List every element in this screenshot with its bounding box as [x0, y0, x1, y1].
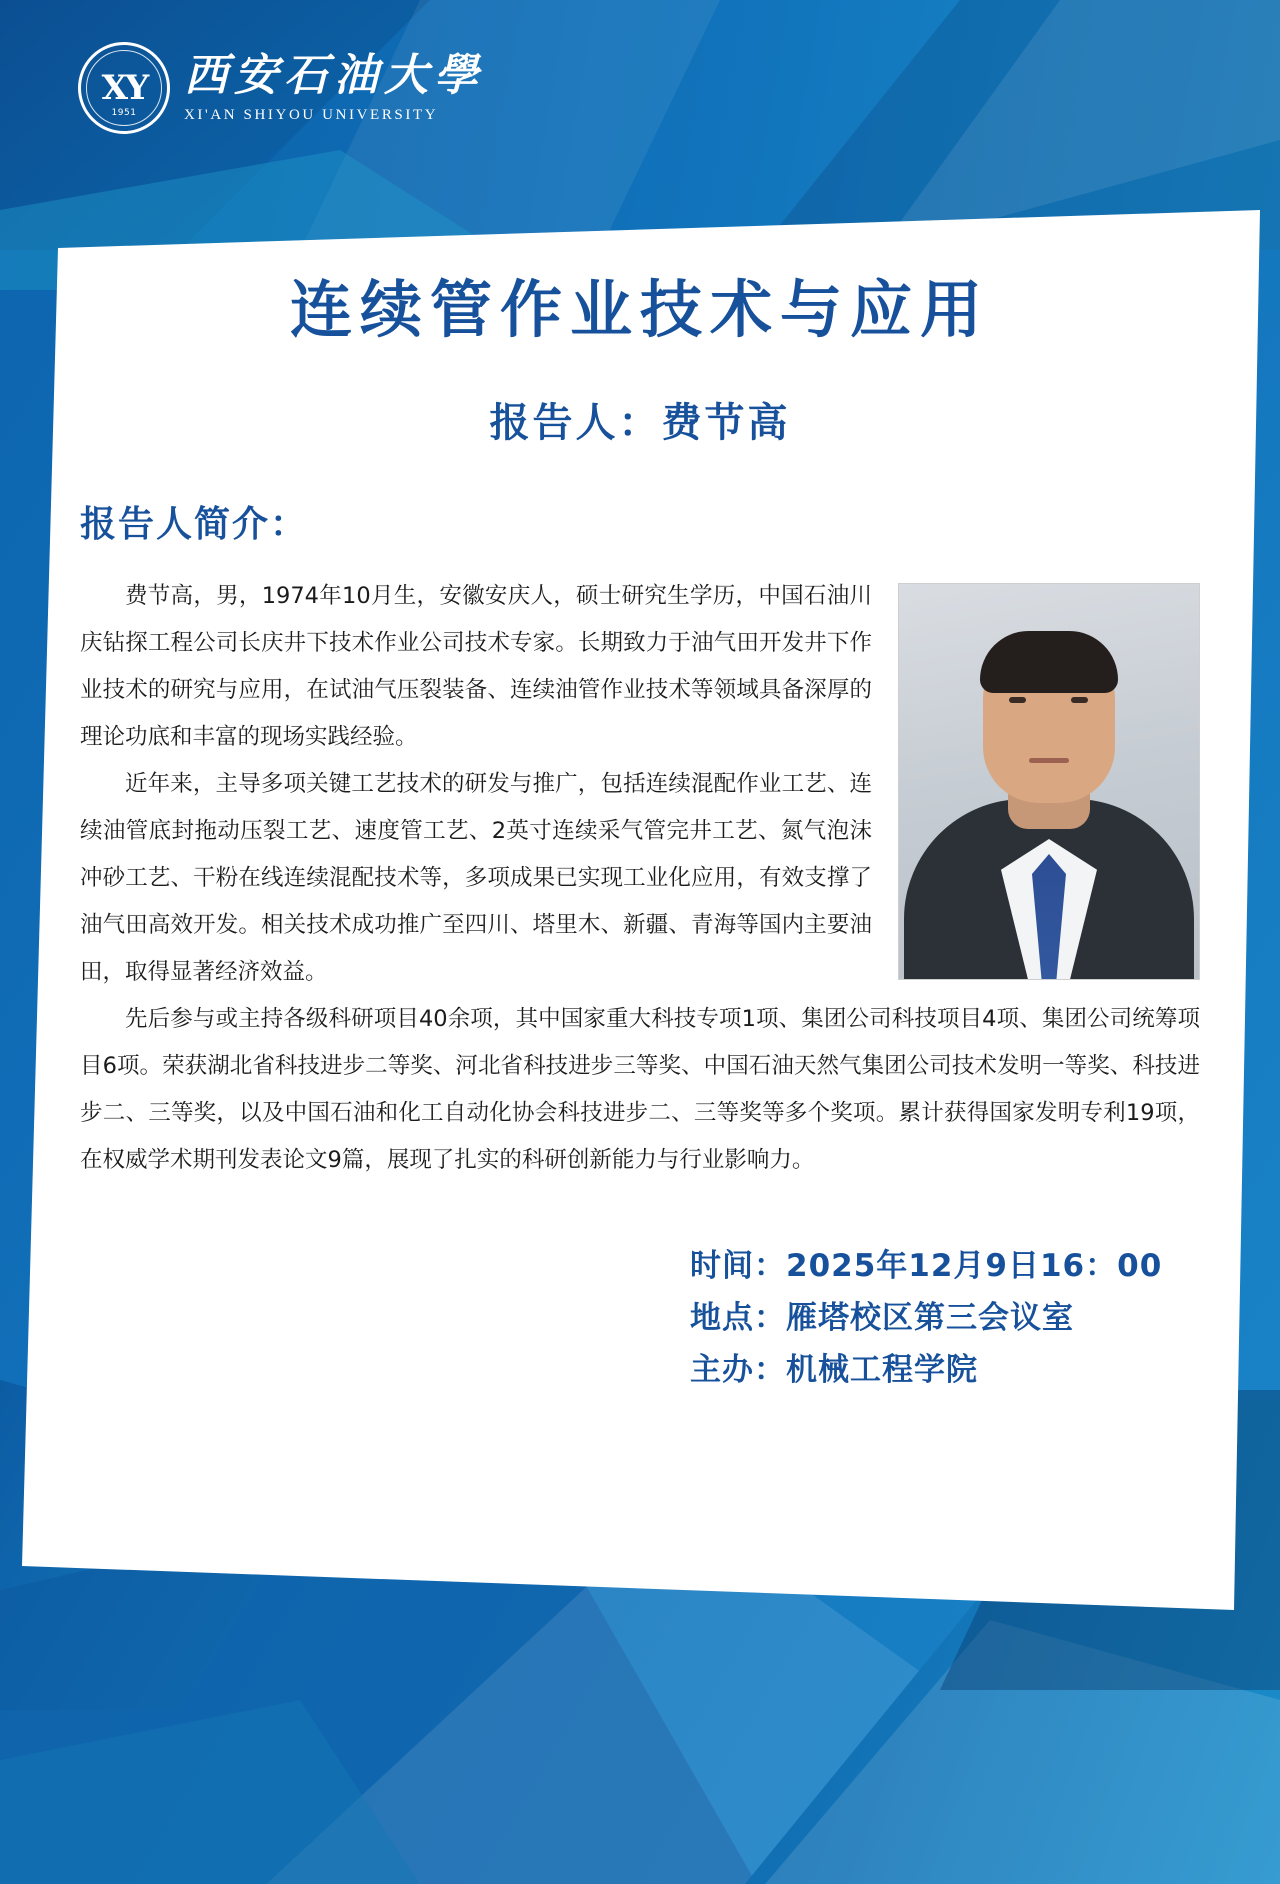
university-logo-text	[184, 52, 484, 123]
poster-content	[0, 210, 1280, 1396]
event-place: 地点：雁塔校区第三会议室	[690, 1300, 1074, 1336]
bio-paragraph-1: 费节高，男，1974年10月生，安徽安庆人，硕士研究生学历，中国石油川庆钻探工程公司长庆井下技术作业公司技术专家。长期致力于油气田开发井下作业技术的研究与应用，在试油气压裂装备、连续油管作业技术等领域具备深厚的理论功底和丰富的现场实践经验。	[80, 583, 872, 750]
portrait-mouth	[1029, 758, 1069, 763]
portrait-eye-right	[1071, 697, 1088, 703]
university-seal-icon	[78, 42, 170, 134]
event-time: 时间：2025年12月9日16：00	[690, 1248, 1163, 1284]
bio-body	[80, 573, 1200, 1184]
university-name-cn: 西安石油大學	[184, 50, 484, 102]
bio-paragraph-3: 先后参与或主持各级科研项目40余项，其中国家重大科技专项1项、集团公司科技项目4项、集团公司统筹项目6项。荣获湖北省科技进步二等奖、河北省科技进步三等奖、中国石油天然气集团公司技术发明一等奖、科技进步二、三等奖，以及中国石油和化工自动化协会科技进步二、三等奖等多个奖项。累计获得国家发明专利19项，在权威学术期刊发表论文9篇，展现了扎实的科研创新能力与行业影响力。	[80, 1006, 1200, 1173]
seal-year: 1951	[111, 108, 137, 118]
bio-paragraph-2: 近年来，主导多项关键工艺技术的研发与推广，包括连续混配作业工艺、连续油管底封拖动压裂工艺、速度管工艺、2英寸连续采气管完井工艺、氮气泡沫冲砂工艺、干粉在线连续混配技术等，多项成果已实现工业化应用，有效支撑了油气田高效开发。相关技术成功推广至四川、塔里木、新疆、青海等国内主要油田，取得显著经济效益。	[80, 771, 872, 985]
university-name-en: XI'AN SHIYOU UNIVERSITY	[184, 106, 439, 123]
page-title: 连续管作业技术与应用	[289, 273, 990, 346]
bio-heading: 报告人简介：	[80, 504, 309, 545]
speaker-line: 报告人：费节高	[489, 400, 791, 446]
university-logo	[78, 42, 484, 134]
portrait-eye-left	[1009, 697, 1026, 703]
event-details	[0, 1240, 1163, 1396]
speaker-portrait	[898, 583, 1200, 980]
portrait-hair	[980, 631, 1118, 693]
seal-monogram: XY	[101, 68, 147, 108]
event-host: 主办：机械工程学院	[690, 1352, 978, 1388]
